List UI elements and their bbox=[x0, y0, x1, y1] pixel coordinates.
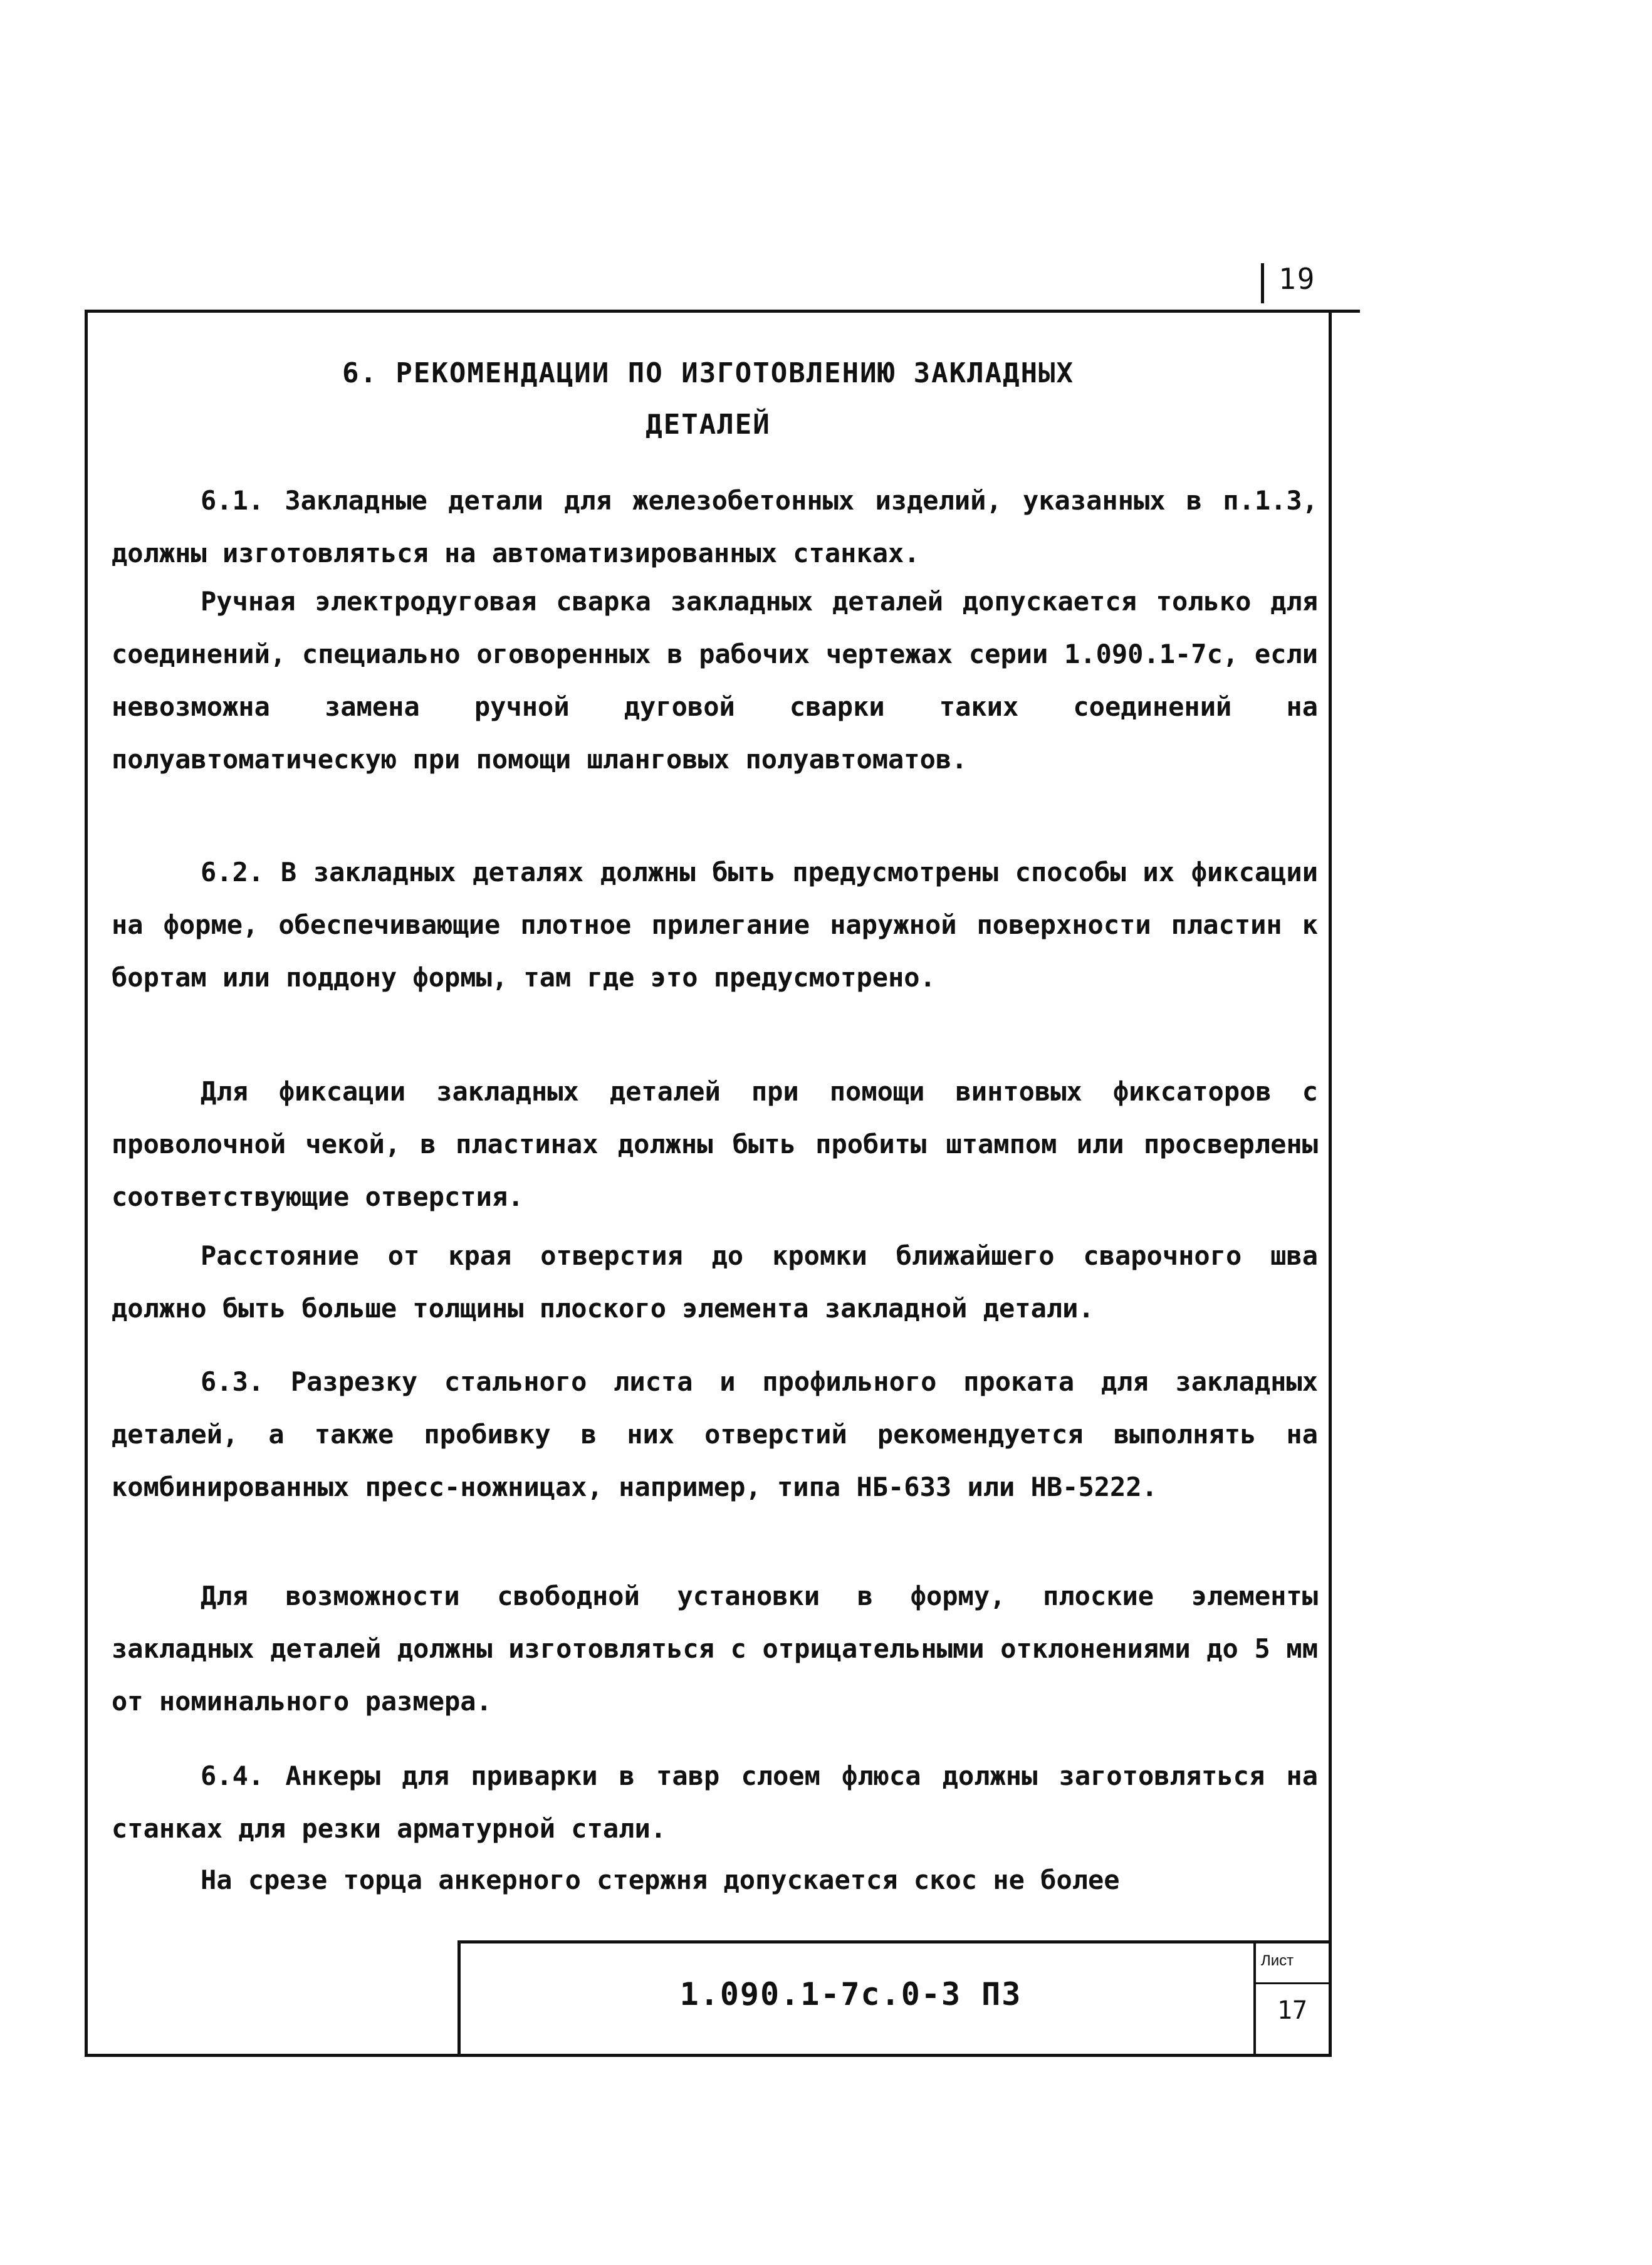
page-number: 19 bbox=[1278, 262, 1316, 296]
sheet-label: Лист bbox=[1261, 1952, 1294, 1969]
paragraph-6-3-tolerances: Для возможности свободной установки в форму, плоские элементы закладных деталей должны изготовляться с отрицательными отклонениями до 5 мм от номинального размера. bbox=[112, 1581, 1318, 1717]
sheet-cell bbox=[1253, 1943, 1329, 2054]
paragraph-6-2-distance: Расстояние от края отверстия до кромки ближайшего сварочного шва должно быть больше толщины плоского элемента закладной детали. bbox=[112, 1240, 1318, 1324]
paragraph-6-2-fixation: Для фиксации закладных деталей при помощи винтовых фиксаторов с проволочной чекой, в пластинах должны быть пробиты штампом или просверлены соответствующие отверстия. bbox=[112, 1076, 1318, 1212]
frame-top-border bbox=[85, 310, 1360, 313]
frame-left-border bbox=[85, 310, 88, 2057]
paragraph-6-1: 6.1. Закладные детали для железобетонных изделий, указанных в п.1.3, должны изготовляться на автоматизированных станках. bbox=[112, 485, 1318, 568]
section-heading-continued: ДЕТАЛЕЙ bbox=[646, 409, 771, 441]
paragraph-6-3: 6.3. Разрезку стального листа и профильного проката для закладных деталей, а также пробивку в них отверстий рекомендуется выполнять на комбинированных пресс-ножницах, например, типа НБ-633 или НВ-5222. bbox=[112, 1366, 1318, 1502]
paragraph-6-4: 6.4. Анкеры для приварки в тавр слоем флюса должны заготовляться на станках для резки арматурной стали. bbox=[112, 1760, 1318, 1844]
sheet-number: 17 bbox=[1277, 1996, 1308, 2025]
frame-bottom-border bbox=[85, 2054, 1332, 2057]
sheet-cell-divider bbox=[1256, 1982, 1329, 1984]
paragraph-6-1-manual-welding: Ручная электродуговая сварка закладных деталей допускается только для соединений, специально оговоренных в рабочих чертежах серии 1.090.1-7с, если невозможна замена ручной дуговой сварки таких соединений на полуавтоматическую при помощи шланговых полуавтоматов. bbox=[112, 586, 1318, 775]
title-block-stamp bbox=[457, 1940, 1329, 2054]
section-heading: 6. РЕКОМЕНДАЦИИ ПО ИЗГОТОВЛЕНИЮ ЗАКЛАДНЫХ bbox=[342, 357, 1075, 389]
paragraph-6-4-bevel: На срезе торца анкерного стержня допускается скос не более bbox=[201, 1865, 1120, 1895]
document-code: 1.090.1-7с.0-3 ПЗ bbox=[679, 1976, 1022, 2012]
page-number-rule bbox=[1261, 263, 1264, 303]
frame-right-border bbox=[1329, 310, 1332, 2057]
paragraph-6-2: 6.2. В закладных деталях должны быть предусмотрены способы их фиксации на форме, обеспечивающие плотное прилегание наружной поверхности пластин к бортам или поддону формы, там где это предусмотрено. bbox=[112, 857, 1318, 993]
